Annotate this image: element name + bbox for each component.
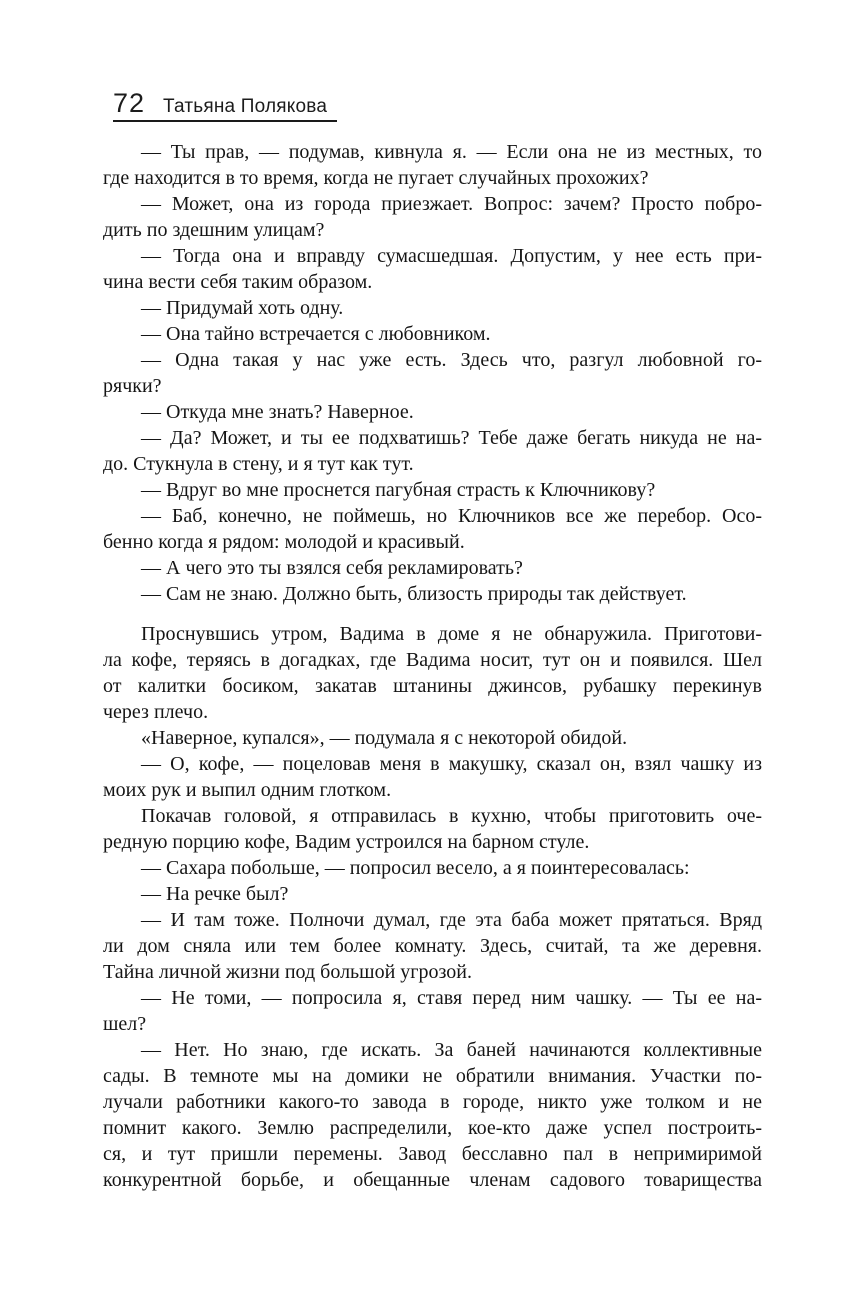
page-number: 72 [113, 88, 146, 118]
paragraph [103, 347, 762, 399]
text-line: — Она тайно встречается с любовником. [141, 323, 491, 345]
text-line: — Может, она из города приезжает. Вопрос: зачем? Просто побро- [141, 193, 762, 215]
paragraph [103, 425, 762, 477]
text-line: — А чего это ты взялся себя рекламировать? [141, 557, 523, 579]
text-line: — Вдруг во мне проснется пагубная страсть к Ключникову? [141, 479, 656, 501]
text-line: дить по здешним улицам? [103, 219, 325, 241]
text-line: помнит какого. Землю распределили, кое-кто даже успел построить- [103, 1117, 762, 1139]
text-line: редную порцию кофе, Вадим устроился на барном стуле. [103, 831, 590, 853]
paragraph [103, 621, 762, 725]
text-line: чина вести себя таким образом. [103, 271, 373, 293]
text-line: — Ты прав, — подумав, кивнула я. — Если она не из местных, то [141, 141, 762, 163]
text-line: — Сам не знаю. Должно быть, близость природы так действует. [141, 583, 687, 605]
paragraph [103, 985, 762, 1037]
text-line: Покачав головой, я отправилась в кухню, чтобы приготовить оче- [141, 805, 762, 827]
text-line: — На речке был? [141, 883, 289, 905]
paragraph [103, 881, 762, 907]
text-line: — Одна такая у нас уже есть. Здесь что, разгул любовной го- [141, 349, 762, 371]
text-line: лучали работники какого-то завода в городе, никто уже толком и не [103, 1091, 762, 1113]
paragraph [103, 555, 762, 581]
text-line: от калитки босиком, закатав штанины джинсов, рубашку перекинув [103, 675, 762, 697]
text-line: — Тогда она и вправду сумасшедшая. Допустим, у нее есть при- [141, 245, 762, 267]
running-head-author: Татьяна Полякова [163, 96, 328, 117]
text-line: конкурентной борьбе, и обещанные членам садового товарищества [103, 1169, 762, 1191]
text-line: — О, кофе, — поцеловав меня в макушку, сказал он, взял чашку из [141, 753, 762, 775]
header-rule [113, 120, 337, 122]
text-line: Проснувшись утром, Вадима в доме я не обнаружила. Приготови- [141, 623, 762, 645]
text-line: ли дом сняла или тем более комнату. Здесь, считай, та же деревня. [103, 935, 762, 957]
page-text [103, 139, 762, 1193]
paragraph [103, 399, 762, 425]
text-line: — Не томи, — попросила я, ставя перед ним чашку. — Ты ее на- [141, 987, 762, 1009]
text-line: — Нет. Но знаю, где искать. За баней начинаются коллективные [141, 1039, 762, 1061]
text-line: — Откуда мне знать? Наверное. [141, 401, 414, 423]
paragraph [103, 1037, 762, 1193]
text-line: моих рук и выпил одним глотком. [103, 779, 392, 801]
paragraph [103, 503, 762, 555]
paragraph [103, 295, 762, 321]
text-section [103, 139, 762, 607]
text-line: бенно когда я рядом: молодой и красивый. [103, 531, 465, 553]
paragraph [103, 907, 762, 985]
paragraph [103, 191, 762, 243]
running-head [113, 90, 762, 116]
paragraph [103, 725, 762, 751]
page-header [113, 90, 762, 122]
paragraph [103, 581, 762, 607]
paragraph [103, 855, 762, 881]
text-line: до. Стукнула в стену, и я тут как тут. [103, 453, 414, 475]
text-line: — Баб, конечно, не поймешь, но Ключников все же перебор. Осо- [141, 505, 762, 527]
paragraph [103, 803, 762, 855]
text-line: рячки? [103, 375, 162, 397]
text-line: где находится в то время, когда не пугает случайных прохожих? [103, 167, 649, 189]
text-section [103, 621, 762, 1193]
text-line: — Да? Может, и ты ее подхватишь? Тебе даже бегать никуда не на- [141, 427, 762, 449]
text-line: через плечо. [103, 701, 209, 723]
text-line: сады. В темноте мы на домики не обратили внимания. Участки по- [103, 1065, 762, 1087]
text-line: «Наверное, купался», — подумала я с некоторой обидой. [141, 727, 628, 749]
paragraph [103, 321, 762, 347]
paragraph [103, 139, 762, 191]
paragraph [103, 477, 762, 503]
text-line: — Сахара побольше, — попросил весело, а я поинтересовалась: [141, 857, 690, 879]
text-line: Тайна личной жизни под большой угрозой. [103, 961, 472, 983]
text-line: ла кофе, теряясь в догадках, где Вадима носит, тут он и появился. Шел [103, 649, 762, 671]
paragraph [103, 751, 762, 803]
text-line: — Придумай хоть одну. [141, 297, 344, 319]
paragraph [103, 243, 762, 295]
text-line: шел? [103, 1013, 147, 1035]
text-line: — И там тоже. Полночи думал, где эта баба может прятаться. Вряд [141, 909, 762, 931]
text-line: ся, и тут пришли перемены. Завод бесславно пал в непримиримой [103, 1143, 762, 1165]
